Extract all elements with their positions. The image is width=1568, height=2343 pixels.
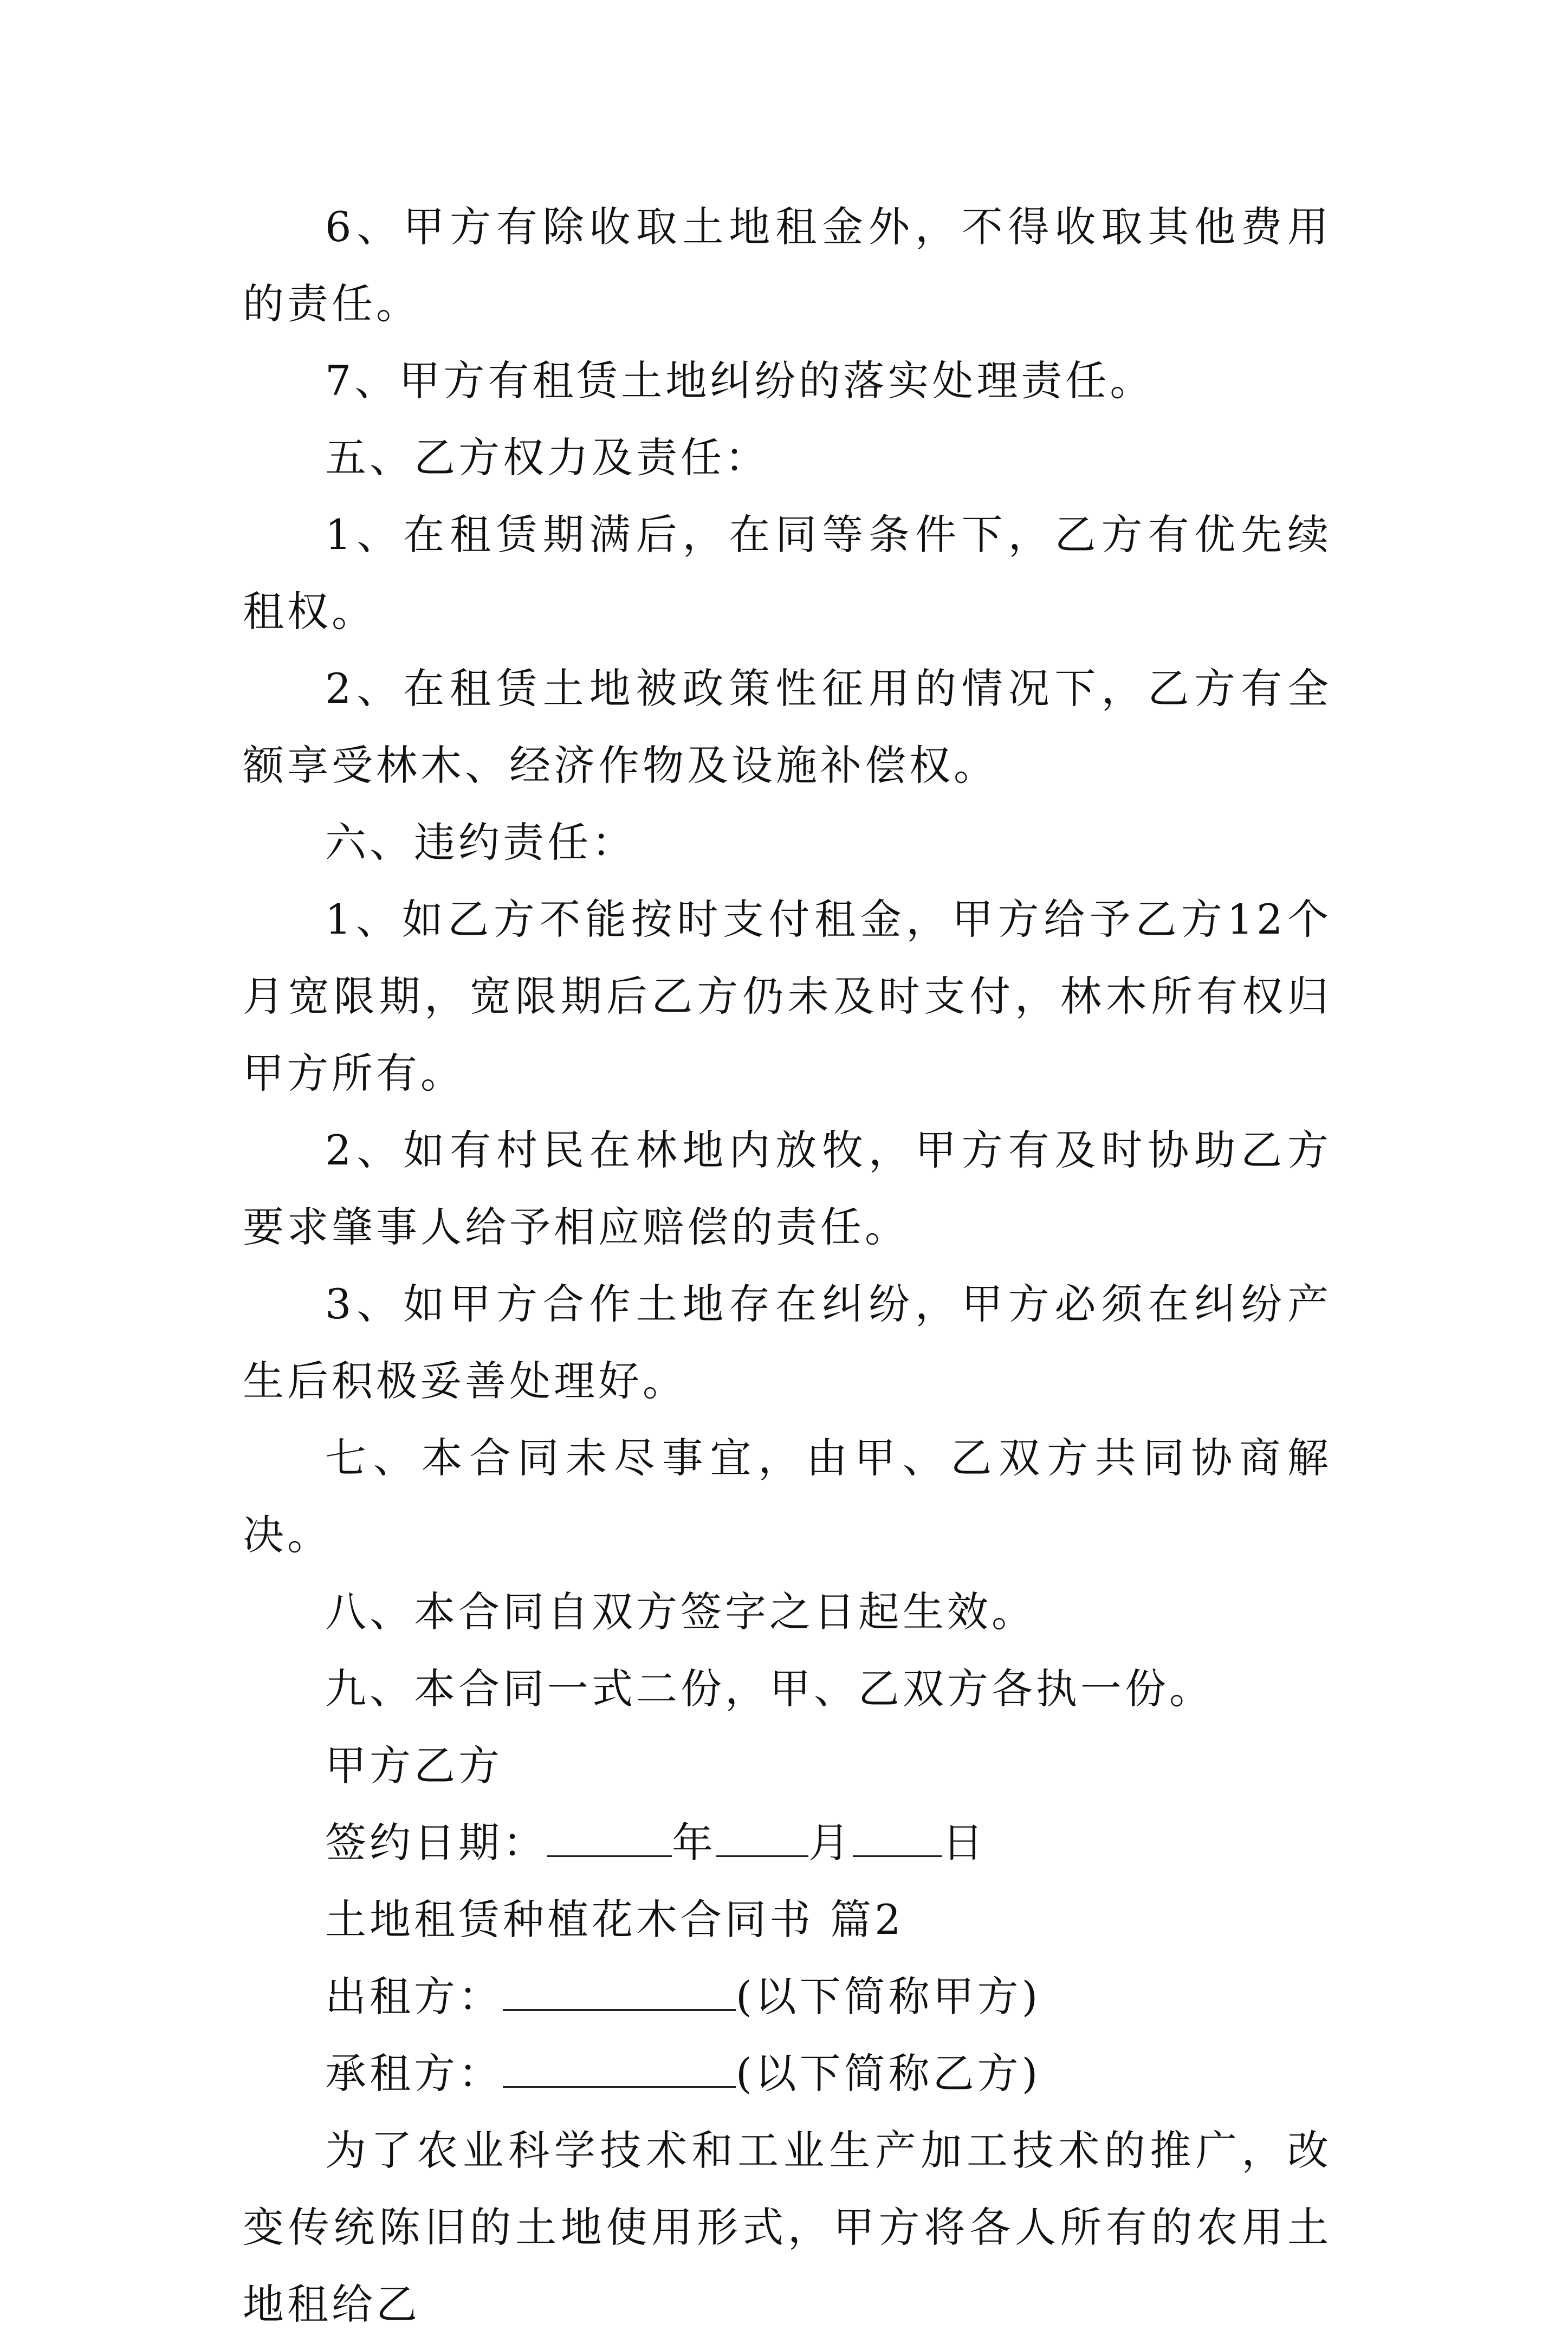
- paragraph-clause-7: 7、甲方有租赁土地纠纷的落实处理责任。: [325, 357, 1155, 405]
- paragraph-clause-eight: 八、本合同自双方签字之日起生效。: [325, 1588, 1036, 1636]
- heading-breach-liability: 六、违约责任：: [325, 818, 636, 866]
- day-label: 日: [942, 1818, 987, 1867]
- signature-parties: 甲方乙方: [325, 1742, 503, 1790]
- paragraph-clause-6: 6、甲方有除收取土地租金外，不得收取其他费用的责任。: [243, 203, 1332, 328]
- paragraph-breach-2: 2、如有村民在林地内放牧，甲方有及时协助乙方要求肇事人给予相应赔偿的责任。: [243, 1126, 1332, 1251]
- lessor-suffix: (以下简称甲方): [736, 1972, 1041, 2021]
- paragraph-clause-nine: 九、本合同一式二份，甲、乙双方各执一份。: [325, 1665, 1214, 1713]
- year-label: 年: [672, 1818, 716, 1867]
- paragraph-b-1: 1、在租赁期满后，在同等条件下，乙方有优先续租权。: [243, 510, 1332, 636]
- lessee-blank: [503, 2049, 736, 2088]
- sign-date-line: [243, 1804, 1332, 1881]
- lessee-suffix: (以下简称乙方): [736, 2049, 1041, 2098]
- closing-paragraph: 为了农业科学技术和工业生产加工技术的推广，改变传统陈旧的土地使用形式，甲方将各人所有的农用土地租给乙: [243, 2126, 1332, 2328]
- lessee-line: [243, 2035, 1332, 2112]
- lessee-label: 承租方：: [325, 2049, 503, 2098]
- lessor-blank: [503, 1972, 736, 2011]
- year-blank: [547, 1818, 672, 1857]
- month-label: 月: [808, 1818, 853, 1867]
- month-blank: [716, 1818, 808, 1857]
- document-body: [243, 189, 1332, 2343]
- paragraph-breach-3: 3、如甲方合作土地存在纠纷，甲方必须在纠纷产生后积极妥善处理好。: [243, 1280, 1332, 1405]
- paragraph-clause-seven: 七、本合同未尽事宜，由甲、乙双方共同协商解决。: [243, 1434, 1332, 1559]
- sign-date-label: 签约日期：: [325, 1818, 547, 1867]
- lessor-line: [243, 1958, 1332, 2035]
- heading-party-b-rights: 五、乙方权力及责任：: [325, 433, 769, 482]
- paragraph-breach-1: 1、如乙方不能按时支付租金，甲方给予乙方12个月宽限期，宽限期后乙方仍未及时支付，林木所有权归甲方所有。: [243, 895, 1332, 1097]
- day-blank: [853, 1818, 942, 1857]
- section-title: 土地租赁种植花木合同书 篇2: [325, 1895, 904, 1944]
- lessor-label: 出租方：: [325, 1972, 503, 2021]
- paragraph-b-2: 2、在租赁土地被政策性征用的情况下，乙方有全额享受林木、经济作物及设施补偿权。: [243, 664, 1332, 789]
